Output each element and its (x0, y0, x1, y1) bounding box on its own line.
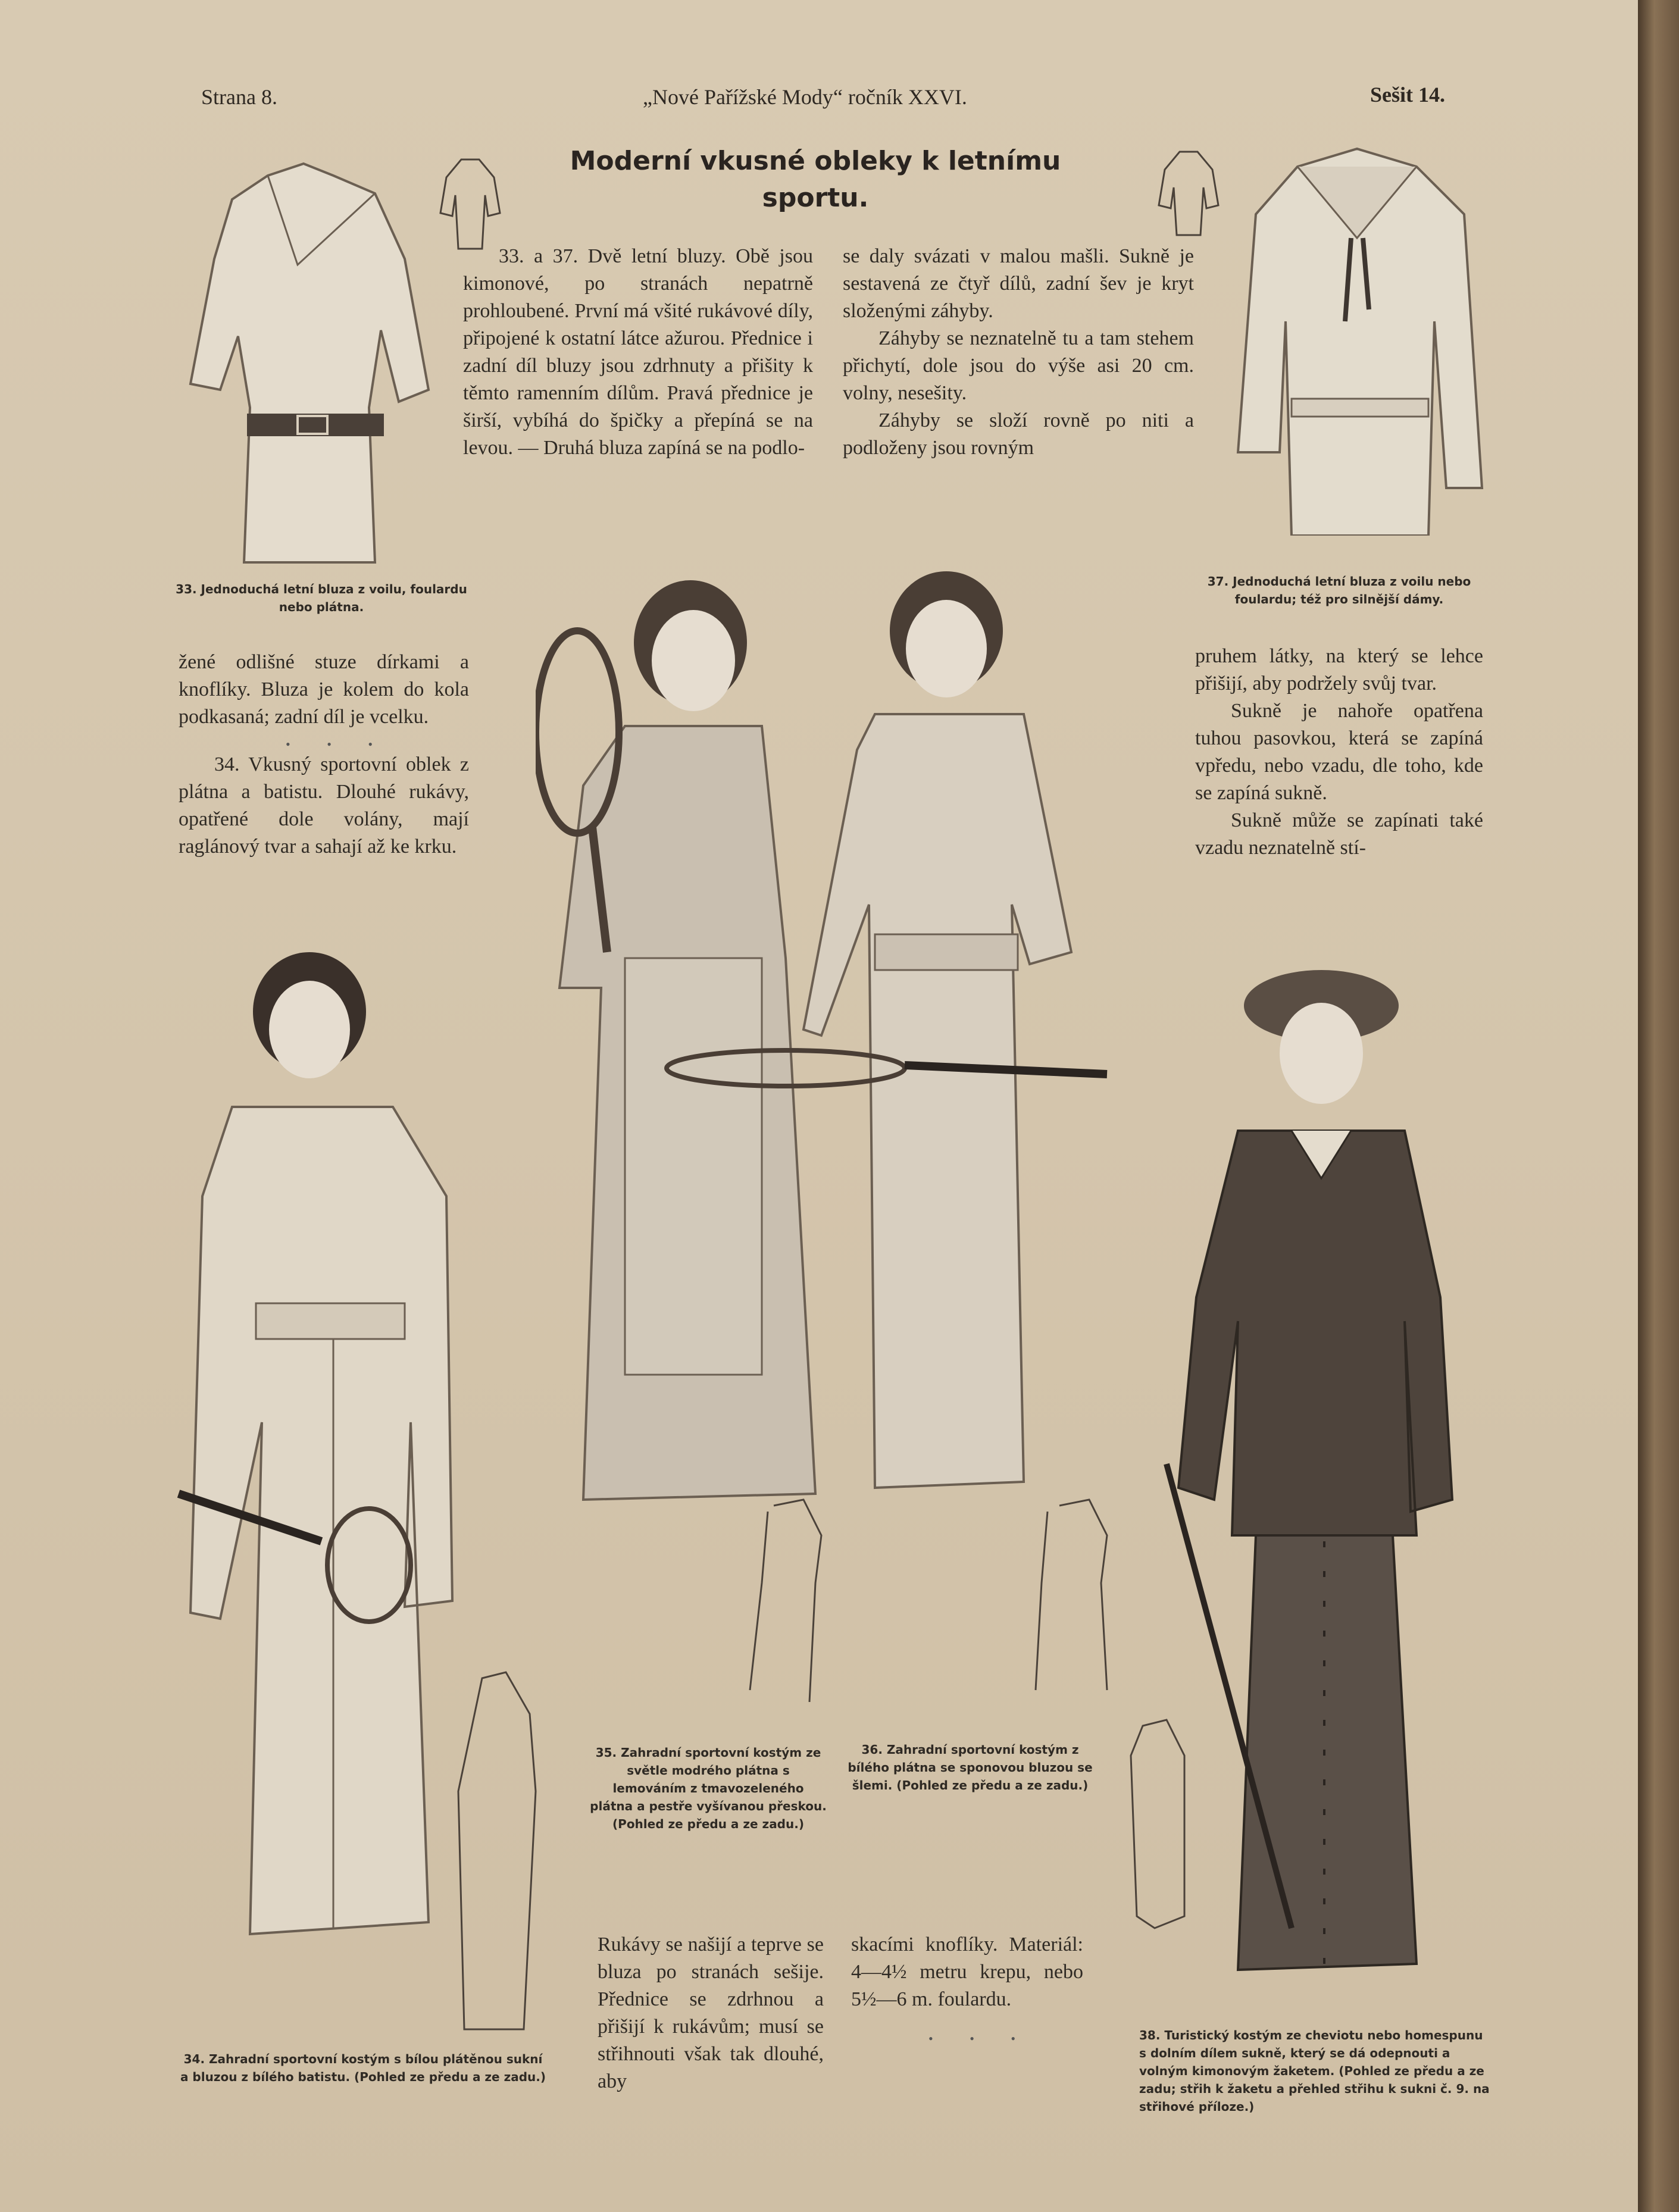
paragraph: Sukně může se zapínati také vzadu neznatelně stí- (1195, 809, 1483, 859)
text-column-left (179, 649, 469, 861)
separator-dots: • • • (928, 2031, 1033, 2046)
caption-36: 36. Zahradní sportovní kostým z bílého plátna se sponovou bluzou se šlemi. (Pohled ze předu a ze zadu.) (848, 1742, 1093, 1792)
paragraph: Rukávy se našijí a teprve se bluza po stranách sešije. Přednice se zdrhnou a přišijí k rukávům; musí se střihnouti však tak dlouhé, aby (598, 1933, 824, 2092)
paragraph: žené odlišné stuze dírkami a knoflíky. Bluza je kolem do kola podkasaná; zadní díl je vcelku. (179, 651, 469, 728)
caption-35: 35. Zahradní sportovní kostým ze světle modrého plátna s lemováním z tmavozeleného plátna a pestře vyšívanou přeskou. (Pohled ze předu a ze zadu.) (590, 1745, 827, 1831)
caption-38: 38. Turistický kostým ze cheviotu nebo homespunu s dolním dílem sukně, který se dá odepnouti a volným kimonovým žaketem. (Pohled ze předu a ze zadu; střih k žaketu a přehled střihu k sukni č. 9. na střihové příloze.) (1139, 2028, 1490, 2114)
caption-34: 34. Zahradní sportovní kostým s bílou plátěnou sukní a bluzou z bílého batistu. (Pohled ze předu a ze zadu.) (180, 2052, 546, 2084)
caption-37: 37. Jednoduchá letní bluza z voilu nebo foulardu; též pro silnější dámy. (1207, 574, 1471, 606)
page-title: Moderní vkusné obleky k letnímu sportu. (570, 146, 1061, 213)
paragraph: 33. a 37. Dvě letní bluzy. Obě jsou kimonové, po stranách nepatrně prohloubené. První má všité rukávové díly, připojené k ostatní látce ažurou. Přednice i zadní díl bluzy jsou zdrhnuty a přišity k těmto ramenním dílům. Pravá přednice je širší, vybíhá do špičky a přepíná se na levou. — Druhá bluza zapíná se na podlo- (463, 245, 813, 459)
paragraph: 34. Vkusný sportovní oblek z plátna a batistu. Dlouhé rukávy, opatřené dole volány, mají raglánový tvar a sahají až ke krku. (179, 753, 469, 858)
paragraph: Sukně je nahoře opatřena tuhou pasovkou, která se zapíná vpředu, nebo vzadu, dle toho, kde se zapíná sukně. (1195, 700, 1483, 804)
separator-dots: • • • (286, 737, 390, 752)
illustration-blouse-37 (1226, 143, 1494, 536)
illustration-blouse-37-back (1156, 146, 1221, 247)
page-edge (1638, 0, 1679, 2212)
illustration-costume-34 (167, 946, 554, 2041)
paragraph: Záhyby se složí rovně po niti a podloženy jsou rovným (843, 409, 1194, 459)
text-column-right (1195, 643, 1483, 862)
illustration-costumes-35-36 (536, 571, 1131, 1702)
text-column-bottom-a (598, 1931, 824, 2095)
paragraph: pruhem látky, na který se lehce přišijí, aby podržely svůj tvar. (1195, 645, 1483, 694)
page-number: Strana 8. (201, 85, 277, 109)
caption-33: 33. Jednoduchá letní bluza z voilu, foulardu nebo plátna. (176, 582, 467, 614)
issue-number: Sešit 14. (1370, 83, 1445, 107)
magazine-name: „Nové Pařížské Mody“ ročník XXVI. (643, 85, 967, 109)
illustration-blouse-33-back (437, 154, 503, 261)
text-column-b (843, 243, 1194, 462)
paragraph: skacími knoflíky. Materiál: 4—4½ metru krepu, nebo 5½—6 m. foulardu. (851, 1933, 1083, 2010)
text-column-bottom-b (851, 1931, 1083, 2046)
paragraph: Záhyby se neznatelně tu a tam stehem přichytí, dole jsou do výše asi 20 cm. volny, nesešity. (843, 327, 1194, 404)
text-column-a (463, 243, 813, 462)
illustration-costume-38 (1119, 964, 1524, 2011)
paragraph: se daly svázati v malou mašli. Sukně je sestavená ze čtyř dílů, zadní šev je kryt složenými záhyby. (843, 245, 1194, 322)
illustration-blouse-33 (179, 152, 446, 568)
